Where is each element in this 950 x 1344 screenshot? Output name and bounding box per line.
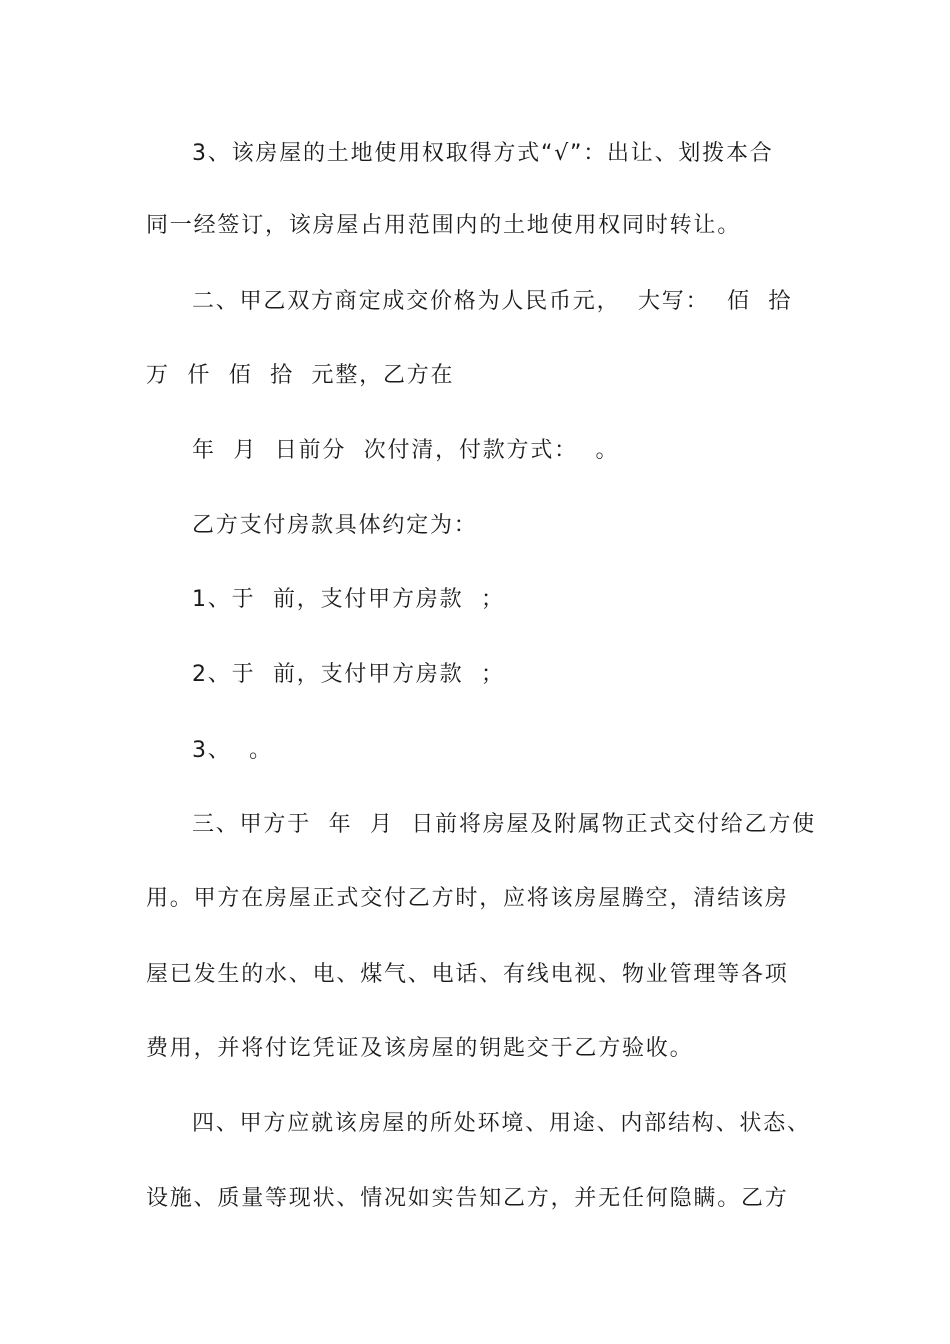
paragraph-line-7: 1、于 前，支付甲方房款 ；	[192, 587, 505, 612]
paragraph-line-8: 2、于 前，支付甲方房款 ；	[192, 662, 505, 687]
paragraph-line-14: 四、甲方应就该房屋的所处环境、用途、内部结构、状态、	[192, 1111, 811, 1136]
paragraph-line-1: 3、该房屋的土地使用权取得方式“√”：出让、划拨本合	[192, 141, 774, 166]
paragraph-line-13: 费用，并将付讫凭证及该房屋的钥匙交于乙方验收。	[146, 1036, 694, 1061]
paragraph-line-3: 二、甲乙双方商定成交价格为人民币元， 大写： 佰 拾	[192, 289, 793, 314]
paragraph-line-4: 万 仟 佰 拾 元整，乙方在	[146, 363, 455, 388]
paragraph-line-15: 设施、质量等现状、情况如实告知乙方，并无任何隐瞒。乙方	[146, 1186, 789, 1211]
paragraph-line-5: 年 月 日前分 次付清，付款方式： 。	[192, 438, 620, 463]
paragraph-line-6: 乙方支付房款具体约定为：	[192, 513, 478, 538]
paragraph-line-11: 用。甲方在房屋正式交付乙方时，应将该房屋腾空，清结该房	[146, 886, 789, 911]
paragraph-line-2: 同一经签订，该房屋占用范围内的土地使用权同时转让。	[146, 213, 742, 238]
paragraph-line-9: 3、 。	[192, 738, 273, 763]
paragraph-line-12: 屋已发生的水、电、煤气、电话、有线电视、物业管理等各项	[146, 962, 789, 987]
paragraph-line-10: 三、甲方于 年 月 日前将房屋及附属物正式交付给乙方使	[192, 812, 816, 837]
